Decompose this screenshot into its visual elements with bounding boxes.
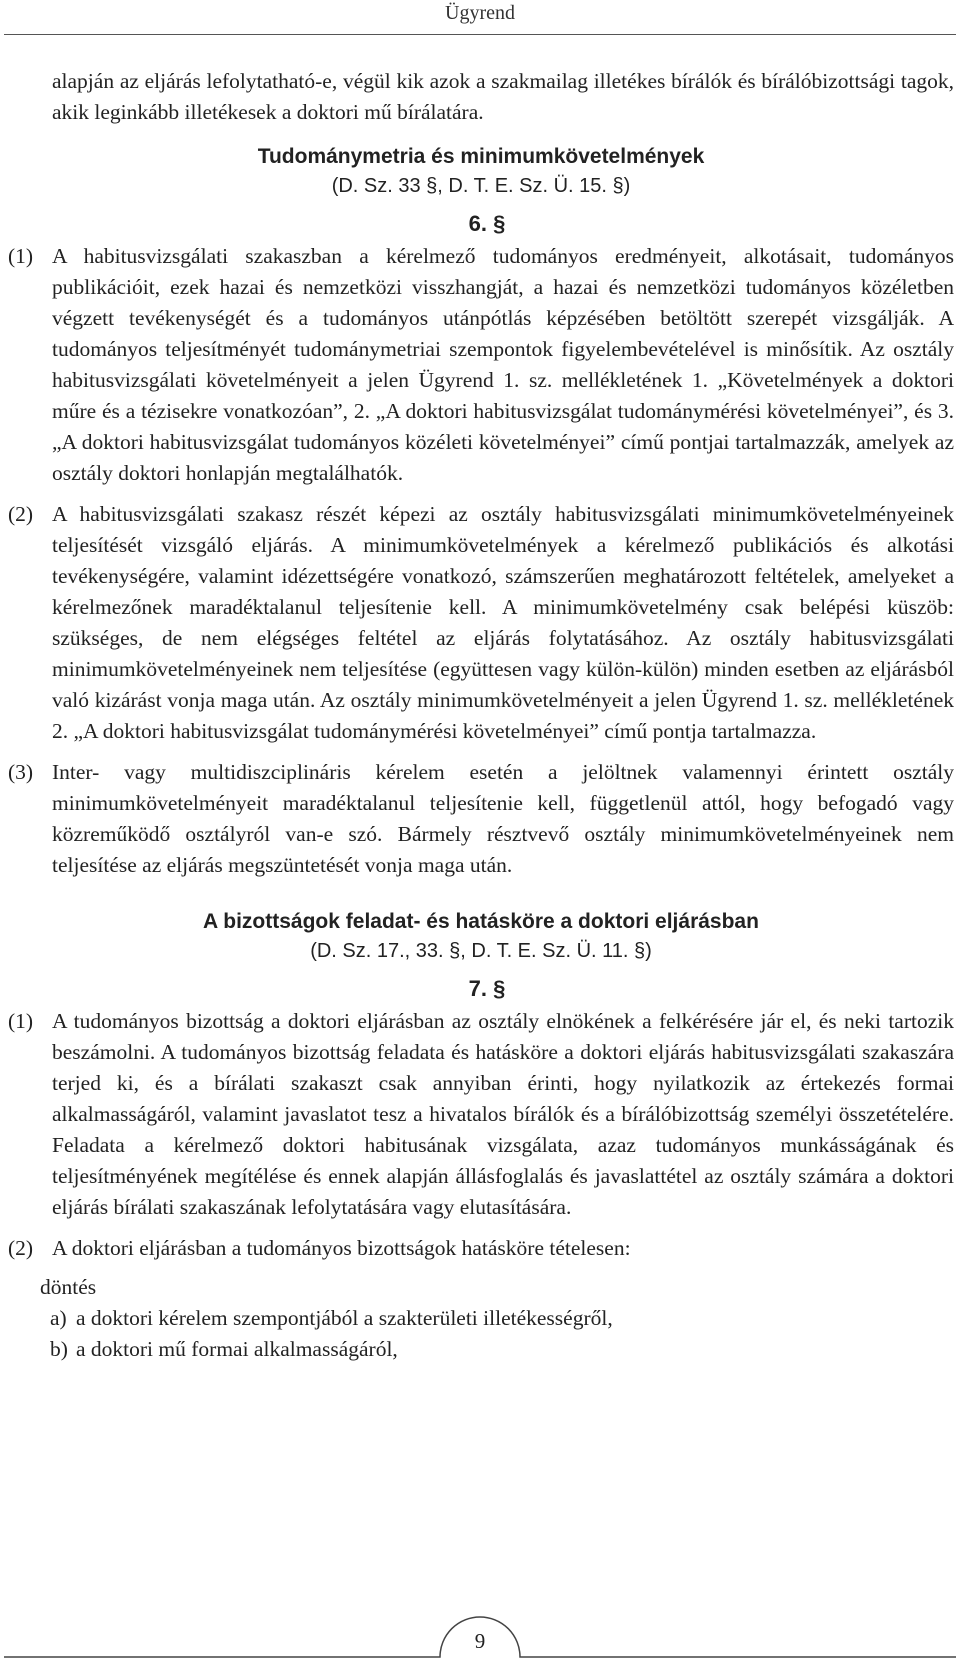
decision-label: döntés	[40, 1275, 97, 1299]
header-title: Ügyrend	[445, 2, 515, 24]
sub-item-letter: b)	[50, 1337, 68, 1361]
list-item	[8, 241, 954, 489]
running-header	[0, 0, 960, 34]
item-number: (2)	[8, 1236, 34, 1260]
item-number: (1)	[8, 244, 34, 268]
sub-item-letter: a)	[50, 1306, 67, 1330]
paragraph-number: 7. §	[468, 976, 506, 1001]
item-text: A doktori eljárásban a tudományos bizottságok hatásköre tételesen:	[52, 1236, 631, 1260]
section-reference: (D. Sz. 33 §, D. T. E. Sz. Ü. 15. §)	[331, 175, 631, 197]
header-rule	[4, 34, 956, 35]
list-item	[8, 1233, 954, 1264]
page-number: 9	[474, 1629, 486, 1653]
paragraph-number: 6. §	[468, 211, 506, 236]
section-title-tudomanymetria: Tudománymetria és minimumkövetelmények	[257, 145, 705, 168]
sub-item-text: a doktori kérelem szempontjából a szakterületi illetékességről,	[76, 1306, 613, 1330]
item-number: (2)	[8, 502, 34, 526]
sub-list-item	[50, 1334, 954, 1365]
item-text: A habitusvizsgálati szakasz részét képezi az osztály habitusvizsgálati minimumkövetelményeinek teljesítését vizsgáló eljárás. A minimumkövetelmények a kérelmező publikációs és alkotási tevékenységére, valamint idézettségére vonatkozó, számszerűen meghatározott feltételek, amelyeket a kérelmezőnek maradéktalanul teljesítenie kell. A minimumkövetelmény csak belépési küszöb: szükséges, de nem elégséges feltétel az eljárás folytatásához. Az osztály habitusvizsgálati minimumkövetelményeinek nem teljesítése (együttesen vagy külön-külön) minden esetben az eljárásból való kizárást vonja maga után. Az osztály minimumkövetelményeit a jelen Ügyrend 1. sz. mellékletének 2. „A doktori habitusvizsgálat tudománymérési követelményei” című pontja tartalmazza.	[52, 502, 954, 743]
sub-item-text: a doktori mű formai alkalmasságáról,	[76, 1337, 398, 1361]
sub-list-item	[50, 1303, 954, 1334]
item-text: A tudományos bizottság a doktori eljárásban az osztály elnökének a felkérésére jár el, és neki tartozik beszámolni. A tudományos bizottság feladata és hatásköre a doktori eljárás habitusvizsgálati szakaszára terjed ki, és a bírálati szakaszt csak annyiban érinti, hogy nyilatkozik az értekezés formai alkalmasságáról, valamint javaslatot tesz a hivatalos bírálók és a bírálóbizottság személyi összetételére. Feladata a kérelmező doktori habitusának vizsgálata, azaz tudományos munkásságának és teljesítményének megítélése és ennek alapján állásfoglalás és javaslattétel az osztály számára a doktori eljárás bírálati szakaszának lefolytatására vagy elutasítására.	[52, 1009, 954, 1219]
list-item	[8, 1006, 954, 1223]
item-number: (1)	[8, 1009, 34, 1033]
intro-paragraph: alapján az eljárás lefolytatható-e, végül kik azok a szakmailag illetékes bírálók és bírálóbizottsági tagok, akik leginkább illetékesek a doktori mű bírálatára.	[52, 69, 954, 124]
section-reference: (D. Sz. 17., 33. §, D. T. E. Sz. Ü. 11. §)	[310, 940, 652, 962]
item-text: Inter- vagy multidiszciplináris kérelem esetén a jelöltnek valamennyi érintett osztály minimumkövetelményeit maradéktalanul teljesítenie kell, függetlenül attól, hogy befogadó vagy közreműködő osztályról van-e szó. Bármely résztvevő osztály minimumkövetelményeinek nem teljesítése az eljárás megszüntetését vonja maga után.	[52, 760, 954, 877]
section-title-bizottsagok: A bizottságok feladat- és hatásköre a doktori eljárásban	[203, 910, 759, 933]
item-number: (3)	[8, 760, 34, 784]
list-item	[8, 499, 954, 747]
page-content	[8, 66, 954, 1365]
list-item	[8, 757, 954, 881]
item-text: A habitusvizsgálati szakaszban a kérelmező tudományos eredményeit, alkotásait, tudományos publikációit, ezek hazai és nemzetközi visszhangját, a hazai és nemzetközi tudományos közéletben végzett tevékenységét és a tudományos utánpótlás képzésében betöltött szerepét vizsgálják. A tudományos teljesítményét tudománymetriai szempontok figyelembevételével is minősítik. Az osztály habitusvizsgálati követelményeit a jelen Ügyrend 1. sz. mellékletének 1. „Követelmények a doktori műre és a tézisekre vonatkozóan”, 2. „A doktori habitusvizsgálat tudománymérési követelményei”, és 3. „A doktori habitusvizsgálat tudományos közéleti követelményei” című pontjai tartalmazzák, amelyek az osztály doktori honlapján megtalálhatók.	[52, 244, 954, 485]
